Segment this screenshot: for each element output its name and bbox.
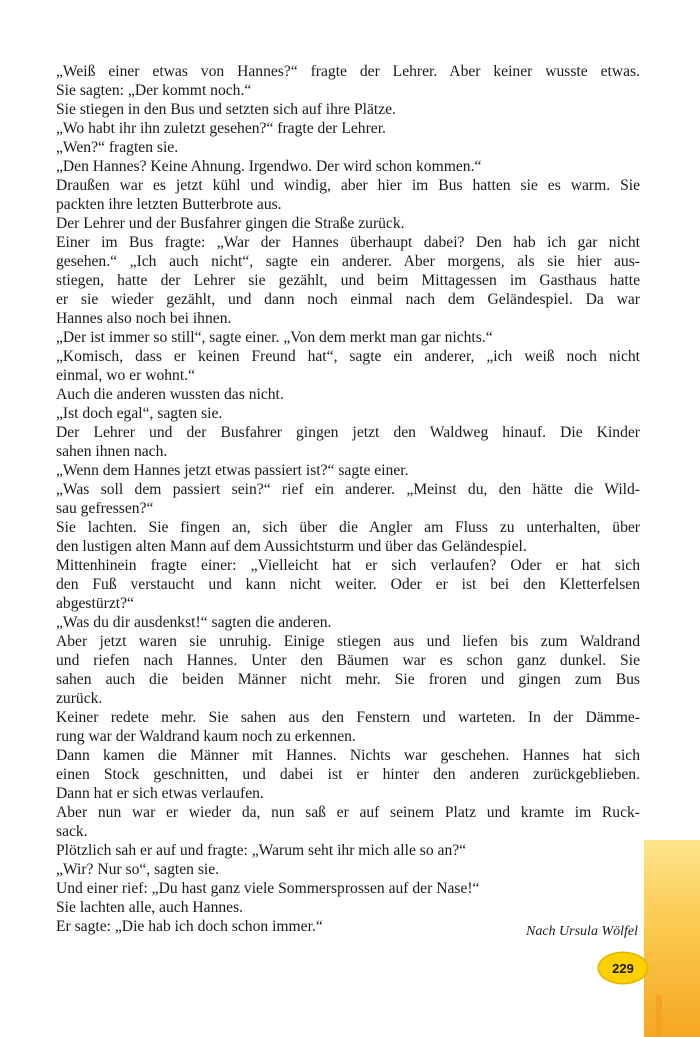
page-number-badge: 229 xyxy=(599,953,647,983)
text-line: Plötzlich sah er auf und fragte: „Warum seht ihr mich alle so an?“ xyxy=(56,842,467,859)
text-line: Aber nun war er wieder da, nun saß er auf seinem Platz und kramte im Ruck- xyxy=(56,804,640,821)
text-line: den Fuß verstaucht und kann nicht weiter. Oder er ist bei den Kletterfelsen xyxy=(56,576,640,593)
text-line: Sie sagten: „Der kommt noch.“ xyxy=(56,82,252,99)
decorative-stripe-edge xyxy=(656,995,662,1037)
text-line: einmal, wo er wohnt.“ xyxy=(56,367,196,384)
text-line: „Wo habt ihr ihn zuletzt gesehen?“ fragte der Lehrer. xyxy=(56,120,386,137)
decorative-margin-stripe xyxy=(644,840,700,1037)
text-line: „Der ist immer so still“, sagte einer. „Von dem merkt man gar nichts.“ xyxy=(56,329,493,346)
text-line: „Was du dir ausdenkst!“ sagten die anderen. xyxy=(56,614,332,631)
text-line: „Wenn dem Hannes jetzt etwas passiert ist?“ sagte einer. xyxy=(56,462,409,479)
text-line: Der Lehrer und der Busfahrer gingen die Straße zurück. xyxy=(56,215,405,232)
text-line: sahen ihnen nach. xyxy=(56,443,168,460)
text-line: „Ist doch egal“, sagten sie. xyxy=(56,405,223,422)
text-line: Der Lehrer und der Busfahrer gingen jetzt den Waldweg hinauf. Die Kinder xyxy=(56,424,640,441)
text-line: abgestürzt?“ xyxy=(56,595,134,612)
text-line: Hannes also noch bei ihnen. xyxy=(56,310,232,327)
text-line: packten ihre letzten Butterbrote aus. xyxy=(56,196,282,213)
text-line: „Wir? Nur so“, sagten sie. xyxy=(56,861,220,878)
text-line: Sie stiegen in den Bus und setzten sich auf ihre Plätze. xyxy=(56,101,396,118)
story-text xyxy=(56,62,640,936)
text-line: Auch die anderen wussten das nicht. xyxy=(56,386,284,403)
text-line: sahen auch die beiden Männer nicht mehr. Sie froren und gingen zum Bus xyxy=(56,671,640,688)
text-line: und riefen nach Hannes. Unter den Bäumen war es schon ganz dunkel. Sie xyxy=(56,652,640,669)
text-line: Und einer rief: „Du hast ganz viele Sommersprossen auf der Nase!“ xyxy=(56,880,480,897)
text-line: Sie lachten. Sie fingen an, sich über die Angler am Fluss zu unterhalten, über xyxy=(56,519,640,536)
text-line: Draußen war es jetzt kühl und windig, aber hier im Bus hatten sie es warm. Sie xyxy=(56,177,640,194)
text-line: Keiner redete mehr. Sie sahen aus den Fenstern und warteten. In der Dämme- xyxy=(56,709,640,726)
text-line: gesehen.“ „Ich auch nicht“, sagte ein anderer. Aber morgens, als sie hier aus- xyxy=(56,253,640,270)
text-line: „Was soll dem passiert sein?“ rief ein anderer. „Meinst du, den hätte die Wild- xyxy=(56,481,640,498)
text-line: Aber jetzt waren sie unruhig. Einige stiegen aus und liefen bis zum Waldrand xyxy=(56,633,640,650)
text-line: „Weiß einer etwas von Hannes?“ fragte der Lehrer. Aber keiner wusste etwas. xyxy=(56,63,640,80)
text-line: sack. xyxy=(56,823,88,840)
text-line: einen Stock geschnitten, und dabei ist er hinter den anderen zurückgeblieben. xyxy=(56,766,640,783)
text-line: Dann hat er sich etwas verlaufen. xyxy=(56,785,264,802)
text-line: Dann kamen die Männer mit Hannes. Nichts war geschehen. Hannes hat sich xyxy=(56,747,640,764)
text-line: „Komisch, dass er keinen Freund hat“, sagte ein anderer, „ich weiß noch nicht xyxy=(56,348,640,365)
text-line: Er sagte: „Die hab ich doch schon immer.“ xyxy=(56,918,323,935)
text-line: Einer im Bus fragte: „War der Hannes überhaupt dabei? Den hab ich gar nicht xyxy=(56,234,640,251)
author-attribution: Nach Ursula Wölfel xyxy=(526,924,638,939)
text-line: Mittenhinein fragte einer: „Vielleicht hat er sich verlaufen? Oder er hat sich xyxy=(56,557,640,574)
text-line: „Den Hannes? Keine Ahnung. Irgendwo. Der wird schon kommen.“ xyxy=(56,158,482,175)
text-line: „Wen?“ fragten sie. xyxy=(56,139,179,156)
text-line: rung war der Waldrand kaum noch zu erkennen. xyxy=(56,728,356,745)
text-line: zurück. xyxy=(56,690,103,707)
text-line: den lustigen alten Mann auf dem Aussichtsturm und über das Geländespiel. xyxy=(56,538,527,555)
text-line: Sie lachten alle, auch Hannes. xyxy=(56,899,244,916)
text-line: stiegen, hatte der Lehrer sie gezählt, und beim Mittagessen im Gasthaus hatte xyxy=(56,272,640,289)
text-line: sau gefressen?“ xyxy=(56,500,154,517)
text-line: er sie wieder gezählt, und dann noch einmal nach dem Geländespiel. Da war xyxy=(56,291,640,308)
